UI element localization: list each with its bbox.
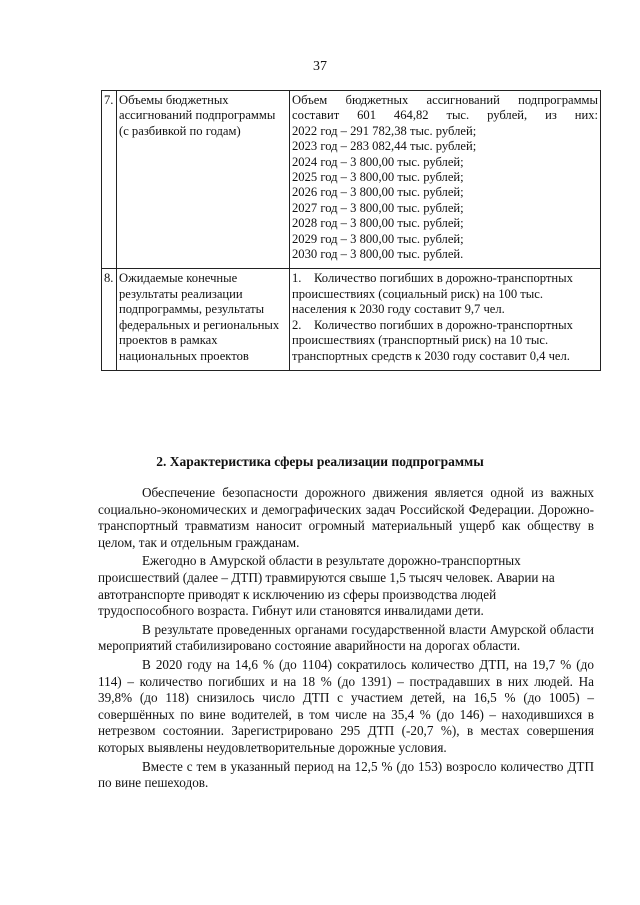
budget-year-line: 2023 год – 283 082,44 тыс. рублей; [292, 139, 477, 154]
section-body [98, 485, 594, 794]
table-row [102, 91, 601, 269]
expected-result-item: 1. Количество погибших в дорожно-транспортных происшествиях (социальный риск) на 100 тыс. населения к 2030 году составит 9,7 чел. [292, 271, 573, 317]
budget-year-line: 2029 год – 3 800,00 тыс. рублей; [292, 231, 464, 246]
budget-year-line: 2027 год – 3 800,00 тыс. рублей; [292, 200, 464, 215]
expected-result-item: 2. Количество погибших в дорожно-транспортных происшествиях (транспортный риск) на 10 тыс. транспортных средств к 2030 году составит 0,4 чел. [292, 317, 573, 363]
budget-year-line: 2024 год – 3 800,00 тыс. рублей; [292, 154, 464, 169]
budget-year-line: 2030 год – 3 800,00 тыс. рублей. [292, 247, 464, 262]
row-title: Объемы бюджетных ассигнований подпрограммы (с разбивкой по годам) [117, 91, 290, 269]
paragraph: Обеспечение безопасности дорожного движения является одной из важных социально-экономических и демографических задач Российской Федерации. Дорожно-транспортный травматизм наносит огромный материальный ущерб как обществу в целом, так и отдельным гражданам. [98, 485, 594, 550]
section-title: 2. Характеристика сферы реализации подпрограммы [156, 454, 484, 469]
paragraph: Вместе с тем в указанный период на 12,5 % (до 153) возросло количество ДТП по вине пешеходов. [98, 758, 594, 791]
paragraph: Ежегодно в Амурской области в результате дорожно-транспортных происшествий (далее – ДТП) травмируются свыше 1,5 тысяч человек. Аварии на автотранспорте приводят к исключению из сферы производства людей трудоспособного возраста. Гибнут или становятся инвалидами дети. [98, 553, 555, 619]
budget-year-line: 2026 год – 3 800,00 тыс. рублей; [292, 185, 464, 200]
page-number: 37 [313, 59, 327, 74]
paragraph: В результате проведенных органами государственной власти Амурской области мероприятий стабилизировано состояние аварийности на дорогах области. [98, 621, 594, 654]
budget-year-line: 2028 год – 3 800,00 тыс. рублей; [292, 216, 464, 231]
paragraph: В 2020 году на 14,6 % (до 1104) сократилось количество ДТП, на 19,7 % (до 114) – количество погибших и на 18 % (до 1391) – пострадавших в них людей. На 39,8% (до 118) снизилось число ДТП с участием детей, на 16,5 % (до 1005) – совершённых по вине водителей, в том числе на 35,4 % (до 146) – находившихся в нетрезвом состоянии. Зарегистрировано 295 ДТП (-20,7 %), в местах совершения которых выявлены неудовлетворительные дорожные условия. [98, 656, 594, 755]
row-value [290, 269, 601, 370]
table-row [102, 269, 601, 370]
budget-year-line: 2025 год – 3 800,00 тыс. рублей; [292, 170, 464, 185]
row-value [290, 91, 601, 269]
budget-year-line: 2022 год – 291 782,38 тыс. рублей; [292, 123, 477, 138]
row-number: 8. [102, 269, 117, 370]
row-number: 7. [102, 91, 117, 269]
subprogram-passport-table [101, 90, 601, 371]
row-title: Ожидаемые конечные результаты реализации подпрограммы, результаты федеральных и региональных проектов в рамках национальных проектов [117, 269, 290, 370]
budget-total-text: Объем бюджетных ассигнований подпрограммы составит 601 464,82 тыс. рублей, из них: [292, 93, 598, 123]
